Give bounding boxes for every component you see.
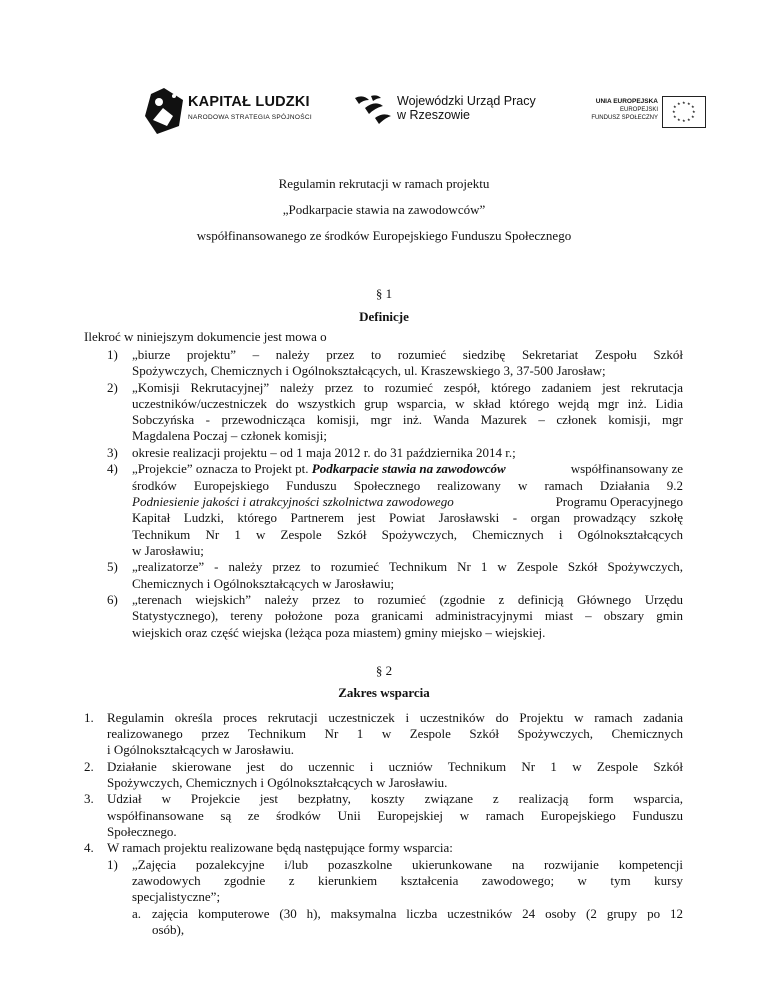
def-item-4-program: Programu Operacyjnego <box>555 494 683 509</box>
def-item-4-text-c: współfinansowany ze <box>570 461 683 476</box>
def-item-4-line5: Technikum Nr 1 w Zespole Szkół Spożywczych, Chemicznych i Ogólnokształcących <box>132 527 683 542</box>
svg-text:★: ★ <box>687 101 691 106</box>
eu-line1: UNIA EUROPEJSKA <box>595 98 658 105</box>
svg-text:★: ★ <box>672 109 676 114</box>
def-item-4-line1 <box>132 461 683 477</box>
def-item-4-measure-name: Podniesienie jakości i atrakcyjności szkolnictwa zawodowego <box>132 494 454 509</box>
def-item-1-line2: Spożywczych, Chemicznych i Ogólnokształcących, ul. Kraszewskiego 3, 37-500 Jarosław; <box>132 363 606 378</box>
header-line2: „Podkarpacie stawia na zawodowców” <box>282 202 486 217</box>
def-item-3-num: 3) <box>107 445 118 460</box>
section1-title: Definicje <box>359 309 409 324</box>
def-item-6-line2: Statystycznego), tereny położone poza granicami administracyjnymi miast – obszary gmin <box>132 608 683 623</box>
scope-item-1-num: 1. <box>84 710 94 725</box>
svg-text:★: ★ <box>673 104 677 109</box>
section1-number: § 1 <box>375 286 393 301</box>
wup-birds-icon <box>353 92 395 126</box>
def-item-5-line2: Chemicznych i Ogólnokształcących w Jarosławiu; <box>132 576 395 591</box>
eu-flag-icon <box>662 96 706 128</box>
scope-item-3-num: 3. <box>84 791 94 806</box>
svg-text:★: ★ <box>682 100 686 105</box>
svg-text:★: ★ <box>677 117 681 122</box>
scope-item-2-line1: Działanie skierowane jest do uczennic i uczniów Technikum Nr 1 w Zespole Szkół <box>107 759 683 774</box>
scope-item-2-line2: Spożywczych, Chemicznych i Ogólnokształcących w Jarosławiu. <box>107 775 448 790</box>
def-item-1-num: 1) <box>107 347 118 362</box>
def-item-6-line1: „terenach wiejskich” należy przez to rozumieć (zgodnie z definicją Głównego Urzędu <box>132 592 683 607</box>
def-item-2-line3: Sobczyńska - przewodnicząca komisji, mgr inż. Wanda Mazurek – członek komisji, mgr <box>132 412 683 427</box>
svg-text:★: ★ <box>687 117 691 122</box>
header-line3: współfinansowanego ze środków Europejskiego Funduszu Społecznego <box>196 228 572 243</box>
scope-item-4-num: 4. <box>84 840 94 855</box>
def-item-4-line4: Kapitał Ludzki, którego Partnerem jest Powiat Jarosławski - organ prowadzący szkołę <box>132 510 683 525</box>
def-item-2-line2: uczestników/uczestniczek do wszystkich grup wsparcia, w skład którego wejdą mgr inż. Lidia <box>132 396 683 411</box>
scope-item-1-line2: realizowanego przez Technikum Nr 1 w Zespole Szkół Spożywczych, Chemicznych <box>107 726 683 741</box>
scope-item-3-line2: współfinansowane są ze środków Unii Europejskiej w ramach Europejskiego Funduszu <box>107 808 683 823</box>
def-item-4-line6: w Jarosławiu; <box>132 543 204 558</box>
def-item-1-line1: „biurze projektu” – należy przez to rozumieć siedzibę Sekretariat Zespołu Szkół <box>132 347 683 362</box>
form-1-line2: zawodowych zgodnie z kierunkiem kształcenia zawodowego; w tym kursy <box>132 873 683 888</box>
def-item-2-num: 2) <box>107 380 118 395</box>
def-item-3-line1: okresie realizacji projektu – od 1 maja 2012 r. do 31 października 2014 r.; <box>132 445 516 460</box>
def-item-4-line2: środków Europejskiego Funduszu Społecznego realizowany w ramach Działania 9.2 <box>132 478 683 493</box>
def-item-2-line1: „Komisji Rekrutacyjnej” należy przez to rozumieć zespół, którego zadaniem jest rekrutacja <box>132 380 683 395</box>
eu-line3: FUNDUSZ SPOŁECZNY <box>591 115 658 121</box>
def-item-2-line4: Magdalena Poczaj – członek komisji; <box>132 428 327 443</box>
svg-text:★: ★ <box>682 118 686 123</box>
form-1-num: 1) <box>107 857 118 872</box>
eu-line2: EUROPEJSKI <box>619 107 658 113</box>
wup-line2: w Rzeszowie <box>397 108 470 122</box>
form-1a-line2: osób), <box>152 922 185 937</box>
section2-number: § 2 <box>375 663 393 678</box>
section1-intro: Ilekroć w niniejszym dokumencie jest mowa o <box>84 329 327 344</box>
eu-logo <box>560 96 706 136</box>
eu-text <box>548 98 658 122</box>
def-item-4-line3 <box>132 494 683 510</box>
def-item-6-num: 6) <box>107 592 118 607</box>
def-item-4-text-a: „Projekcie” oznacza to Projekt pt. <box>132 461 312 476</box>
logo-bar <box>0 86 768 142</box>
scope-item-2-num: 2. <box>84 759 94 774</box>
form-1-line1: „Zajęcia pozalekcyjne i/lub pozaszkolne ukierunkowane na rozwijanie kompetencji <box>132 857 683 872</box>
def-item-5-line1: „realizatorze” - należy przez to rozumieć Technikum Nr 1 w Zespole Szkół Spożywczych, <box>132 559 683 574</box>
def-item-4-num: 4) <box>107 461 118 476</box>
kapital-ludzki-subtitle: NARODOWA STRATEGIA SPÓJNOŚCI <box>188 114 312 121</box>
svg-text:★: ★ <box>691 104 695 109</box>
form-1a-line1: zajęcia komputerowe (30 h), maksymalna liczba uczestników 24 osoby (2 grupy po 12 <box>152 906 683 921</box>
scope-item-1-line1: Regulamin określa proces rekrutacji uczestniczek i uczestników do Projektu w ramach zadania <box>107 710 683 725</box>
def-item-4-project-name: Podkarpacie stawia na zawodowców <box>311 461 506 476</box>
header-line1: Regulamin rekrutacji w ramach projektu <box>278 176 490 191</box>
form-1-line3: specjalistyczne”; <box>132 889 221 904</box>
svg-text:★: ★ <box>692 109 696 114</box>
kapital-ludzki-emblem-icon <box>143 86 185 136</box>
scope-item-3-line1: Udział w Projekcie jest bezpłatny, koszty związane z realizacją form wsparcia, <box>107 791 683 806</box>
scope-item-1-line3: i Ogólnokształcących w Jarosławiu. <box>107 742 295 757</box>
wup-line1: Wojewódzki Urząd Pracy <box>397 94 536 108</box>
form-1a-num: a. <box>132 906 142 921</box>
svg-text:★: ★ <box>691 114 695 119</box>
svg-text:★: ★ <box>677 101 681 106</box>
wup-name <box>397 94 557 122</box>
section2-title: Zakres wsparcia <box>338 685 430 700</box>
def-item-6-line3: wiejskich oraz część wiejska (leżąca poza miastem) gminy miejsko – wiejskiej. <box>132 625 546 640</box>
scope-item-3-line3: Społecznego. <box>107 824 177 839</box>
kapital-ludzki-title: KAPITAŁ LUDZKI <box>188 94 310 110</box>
svg-text:★: ★ <box>673 114 677 119</box>
scope-item-4-line1: W ramach projektu realizowane będą następujące formy wsparcia: <box>107 840 453 855</box>
def-item-5-num: 5) <box>107 559 118 574</box>
